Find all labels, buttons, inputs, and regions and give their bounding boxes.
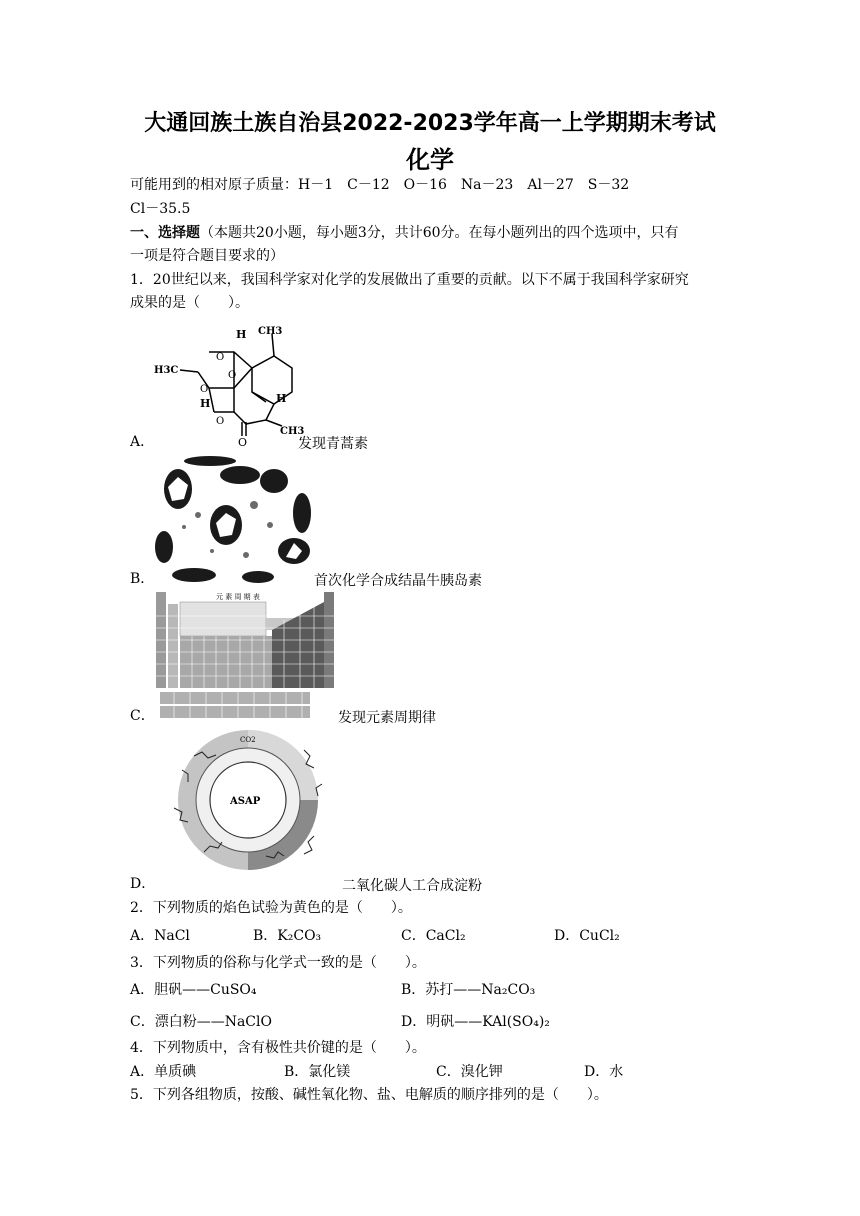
- q2-option-a: A．NaCl: [130, 928, 190, 944]
- q4-option-a: A．单质碘: [130, 1064, 197, 1080]
- insulin-crystal-figure: [154, 455, 314, 583]
- asap-cycle-figure: [154, 726, 340, 874]
- section1-desc: （本题共20小题，每小题3分，共计60分。在每小题列出的四个选项中，只有: [200, 225, 679, 241]
- q1-option-d-letter: D．: [130, 876, 156, 892]
- q1-option-c-letter: C．: [130, 708, 155, 724]
- fig-a-h3c: H3C: [154, 365, 179, 376]
- q4-option-d: D．水: [584, 1064, 624, 1080]
- exam-title: 大通回族土族自治县2022-2023学年高一上学期期末考试: [144, 111, 716, 136]
- q1-option-a-letter: A．: [130, 434, 155, 450]
- fig-d-co2: CO2: [240, 736, 256, 744]
- q2-option-b: B．K₂CO₃: [253, 928, 322, 944]
- q4-option-c: C．溴化钾: [436, 1064, 503, 1080]
- q1-option-b-letter: B．: [130, 571, 155, 587]
- section1-line2: 一项是符合题目要求的）: [130, 248, 284, 264]
- periodic-table-figure: [154, 590, 336, 722]
- artemisinin-structure-figure: [154, 320, 304, 448]
- q2-option-c: C．CaCl₂: [401, 928, 466, 944]
- fig-d-asap: ASAP: [230, 796, 261, 807]
- fig-a-o2: O: [228, 370, 237, 381]
- q3-option-b: B．苏打——Na₂CO₃: [401, 982, 536, 998]
- subject-title: 化学: [406, 146, 454, 174]
- fig-a-o4: O: [216, 416, 225, 427]
- fig-a-h-top: H: [236, 328, 247, 341]
- q1-stem-line1: 1．20世纪以来，我国科学家对化学的发展做出了重要的贡献。以下不属于我国科学家研究: [130, 272, 689, 288]
- fig-c-title: 元 素 周 期 表: [216, 593, 260, 601]
- q4-stem: 4．下列物质中，含有极性共价键的是（ ）。: [130, 1040, 426, 1056]
- q1-option-b-caption: 首次化学合成结晶牛胰岛素: [314, 573, 482, 589]
- q3-stem: 3．下列物质的俗称与化学式一致的是（ ）。: [130, 955, 426, 971]
- q4-option-b: B．氯化镁: [284, 1064, 351, 1080]
- fig-a-ch3-bottom: CH3: [280, 426, 304, 437]
- q1-option-d-caption: 二氧化碳人工合成淀粉: [342, 878, 482, 894]
- q5-stem: 5．下列各组物质，按酸、碱性氧化物、盐、电解质的顺序排列的是（ ）。: [130, 1087, 608, 1103]
- atomic-masses-line2: Cl－35.5: [130, 201, 191, 217]
- section1-line1: [130, 223, 679, 243]
- fig-a-o1: O: [216, 352, 225, 363]
- q2-option-d: D．CuCl₂: [554, 928, 620, 944]
- q3-option-c: C．漂白粉——NaClO: [130, 1014, 272, 1030]
- atomic-masses-line1: 可能用到的相对原子质量：H－1 C－12 O－16 Na－23 Al－27 S－32: [130, 177, 630, 193]
- q3-option-d: D．明矾——KAl(SO₄)₂: [401, 1014, 550, 1030]
- q3-option-a: A．胆矾——CuSO₄: [130, 982, 257, 998]
- q1-stem-line2: 成果的是（ ）。: [130, 295, 249, 311]
- fig-a-o-bottom: O: [238, 436, 248, 448]
- fig-a-h-right: H: [276, 392, 287, 405]
- fig-a-h-mid: H: [200, 397, 211, 410]
- fig-a-ch3-top: CH3: [258, 326, 283, 337]
- q2-stem: 2．下列物质的焰色试验为黄色的是（ ）。: [130, 900, 412, 916]
- q1-option-a-caption: 发现青蒿素: [298, 436, 368, 452]
- fig-a-o3: O: [200, 384, 209, 395]
- q1-option-c-caption: 发现元素周期律: [338, 710, 436, 726]
- section1-heading: 一、选择题: [130, 225, 200, 241]
